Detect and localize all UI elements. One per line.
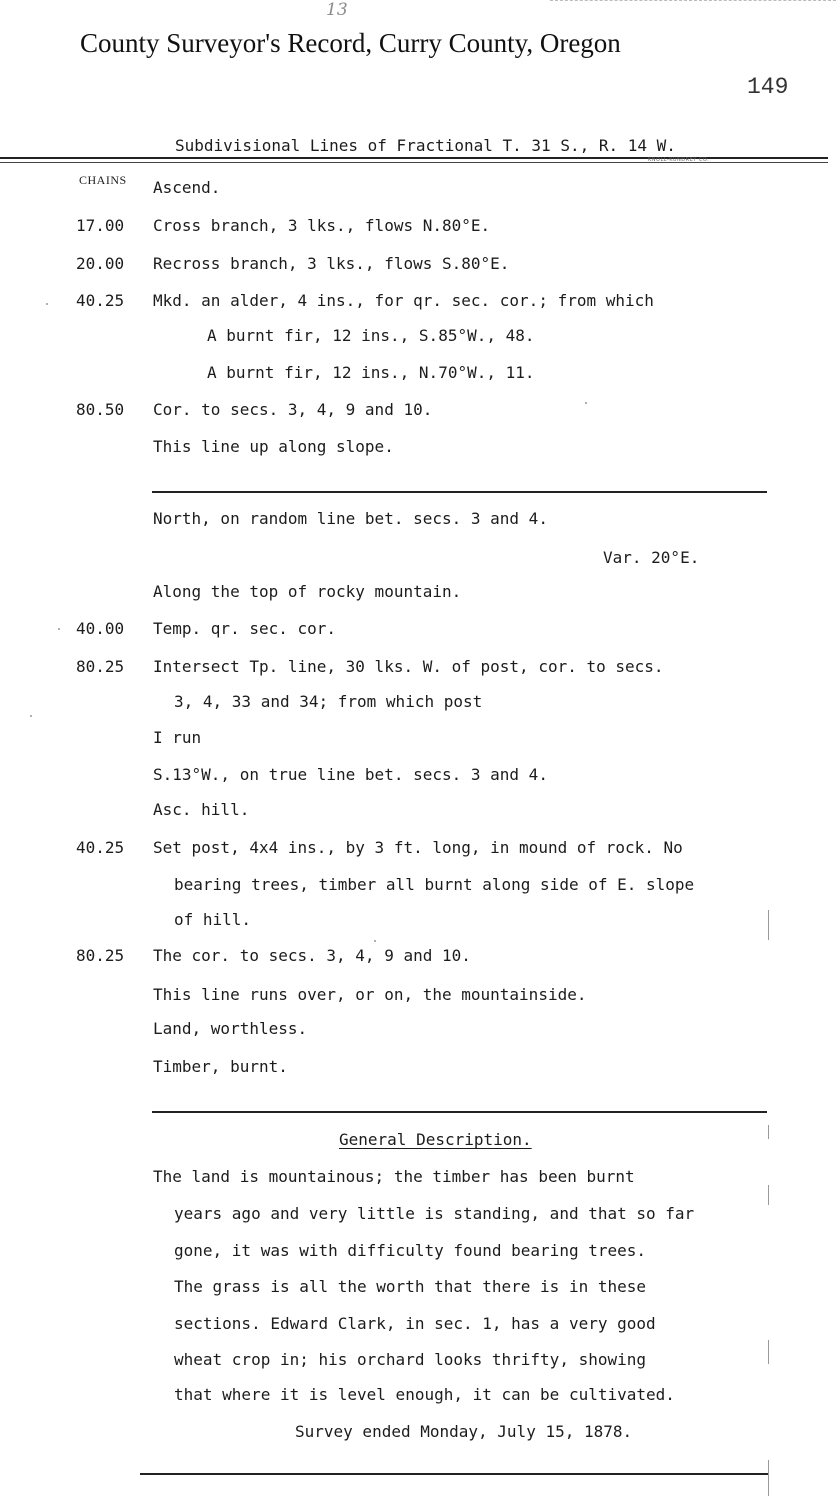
entry-text: bearing trees, timber all burnt along side of E. slope: [174, 875, 695, 894]
entry-text: Land, worthless.: [153, 1019, 308, 1038]
variation-note: Var. 20°E.: [603, 548, 700, 567]
description-line: that where it is level enough, it can be cultivated.: [174, 1385, 675, 1404]
section-divider: [152, 1111, 767, 1113]
entry-text: of hill.: [174, 910, 252, 929]
pencil-mark: 13: [326, 0, 348, 20]
subheading: Subdivisional Lines of Fractional T. 31 S., R. 14 W.: [175, 136, 676, 155]
top-edge-mark: [550, 0, 836, 2]
chain-value: 80.25: [76, 657, 125, 676]
survey-end-date: Survey ended Monday, July 15, 1878.: [295, 1422, 633, 1441]
margin-mark: [768, 1460, 769, 1496]
entry-text: Mkd. an alder, 4 ins., for qr. sec. cor.; from which: [153, 291, 654, 310]
description-line: years ago and very little is standing, and that so far: [174, 1204, 695, 1223]
chain-value: 40.25: [76, 291, 125, 310]
entry-text: A burnt fir, 12 ins., S.85°W., 48.: [207, 326, 535, 345]
scan-speck: [30, 715, 32, 717]
margin-mark: [768, 910, 769, 940]
entry-text: A burnt fir, 12 ins., N.70°W., 11.: [207, 363, 535, 382]
page-title: County Surveyor's Record, Curry County, Oregon: [80, 28, 621, 58]
entry-text: This line up along slope.: [153, 437, 394, 456]
description-line: gone, it was with difficulty found bearing trees.: [174, 1241, 647, 1260]
entry-text: S.13°W., on true line bet. secs. 3 and 4.: [153, 765, 548, 784]
chains-column-header: CHAINS: [79, 173, 127, 187]
scan-speck: [58, 628, 60, 630]
printer-mark: KNOLL-KUNDREY CO.: [648, 157, 710, 163]
description-line: The grass is all the worth that there is in these: [174, 1277, 647, 1296]
entry-text: Cor. to secs. 3, 4, 9 and 10.: [153, 400, 433, 419]
bottom-rule: [140, 1473, 768, 1475]
chain-value: 17.00: [76, 216, 125, 235]
chain-value: 80.25: [76, 946, 125, 965]
entry-text: North, on random line bet. secs. 3 and 4.: [153, 509, 548, 528]
scan-speck: [585, 402, 587, 404]
description-line: The land is mountainous; the timber has been burnt: [153, 1167, 635, 1186]
margin-mark: [768, 1125, 769, 1139]
entry-text: 3, 4, 33 and 34; from which post: [174, 692, 483, 711]
entry-text: Asc. hill.: [153, 800, 250, 819]
entry-text: This line runs over, or on, the mountainside.: [153, 985, 587, 1004]
entry-text: Temp. qr. sec. cor.: [153, 619, 337, 638]
description-line: wheat crop in; his orchard looks thrifty, showing: [174, 1350, 647, 1369]
entry-text: Timber, burnt.: [153, 1057, 288, 1076]
page-number: 149: [747, 74, 789, 100]
margin-mark: [768, 1340, 769, 1364]
chain-value: 40.25: [76, 838, 125, 857]
entry-text: Ascend.: [153, 178, 221, 197]
entry-text: Cross branch, 3 lks., flows N.80°E.: [153, 216, 491, 235]
section-divider: [152, 491, 767, 493]
entry-text: Along the top of rocky mountain.: [153, 582, 462, 601]
entry-text: I run: [153, 728, 202, 747]
entry-text: Recross branch, 3 lks., flows S.80°E.: [153, 254, 510, 273]
entry-text: Intersect Tp. line, 30 lks. W. of post, cor. to secs.: [153, 657, 664, 676]
description-line: sections. Edward Clark, in sec. 1, has a very good: [174, 1314, 656, 1333]
chain-value: 80.50: [76, 400, 125, 419]
margin-mark: [768, 1185, 769, 1205]
entry-text: The cor. to secs. 3, 4, 9 and 10.: [153, 946, 471, 965]
scan-speck: [374, 940, 376, 942]
general-description-heading: General Description.: [339, 1130, 532, 1149]
scan-speck: [46, 303, 48, 305]
entry-text: Set post, 4x4 ins., by 3 ft. long, in mound of rock. No: [153, 838, 683, 857]
chain-value: 20.00: [76, 254, 125, 273]
chain-value: 40.00: [76, 619, 125, 638]
